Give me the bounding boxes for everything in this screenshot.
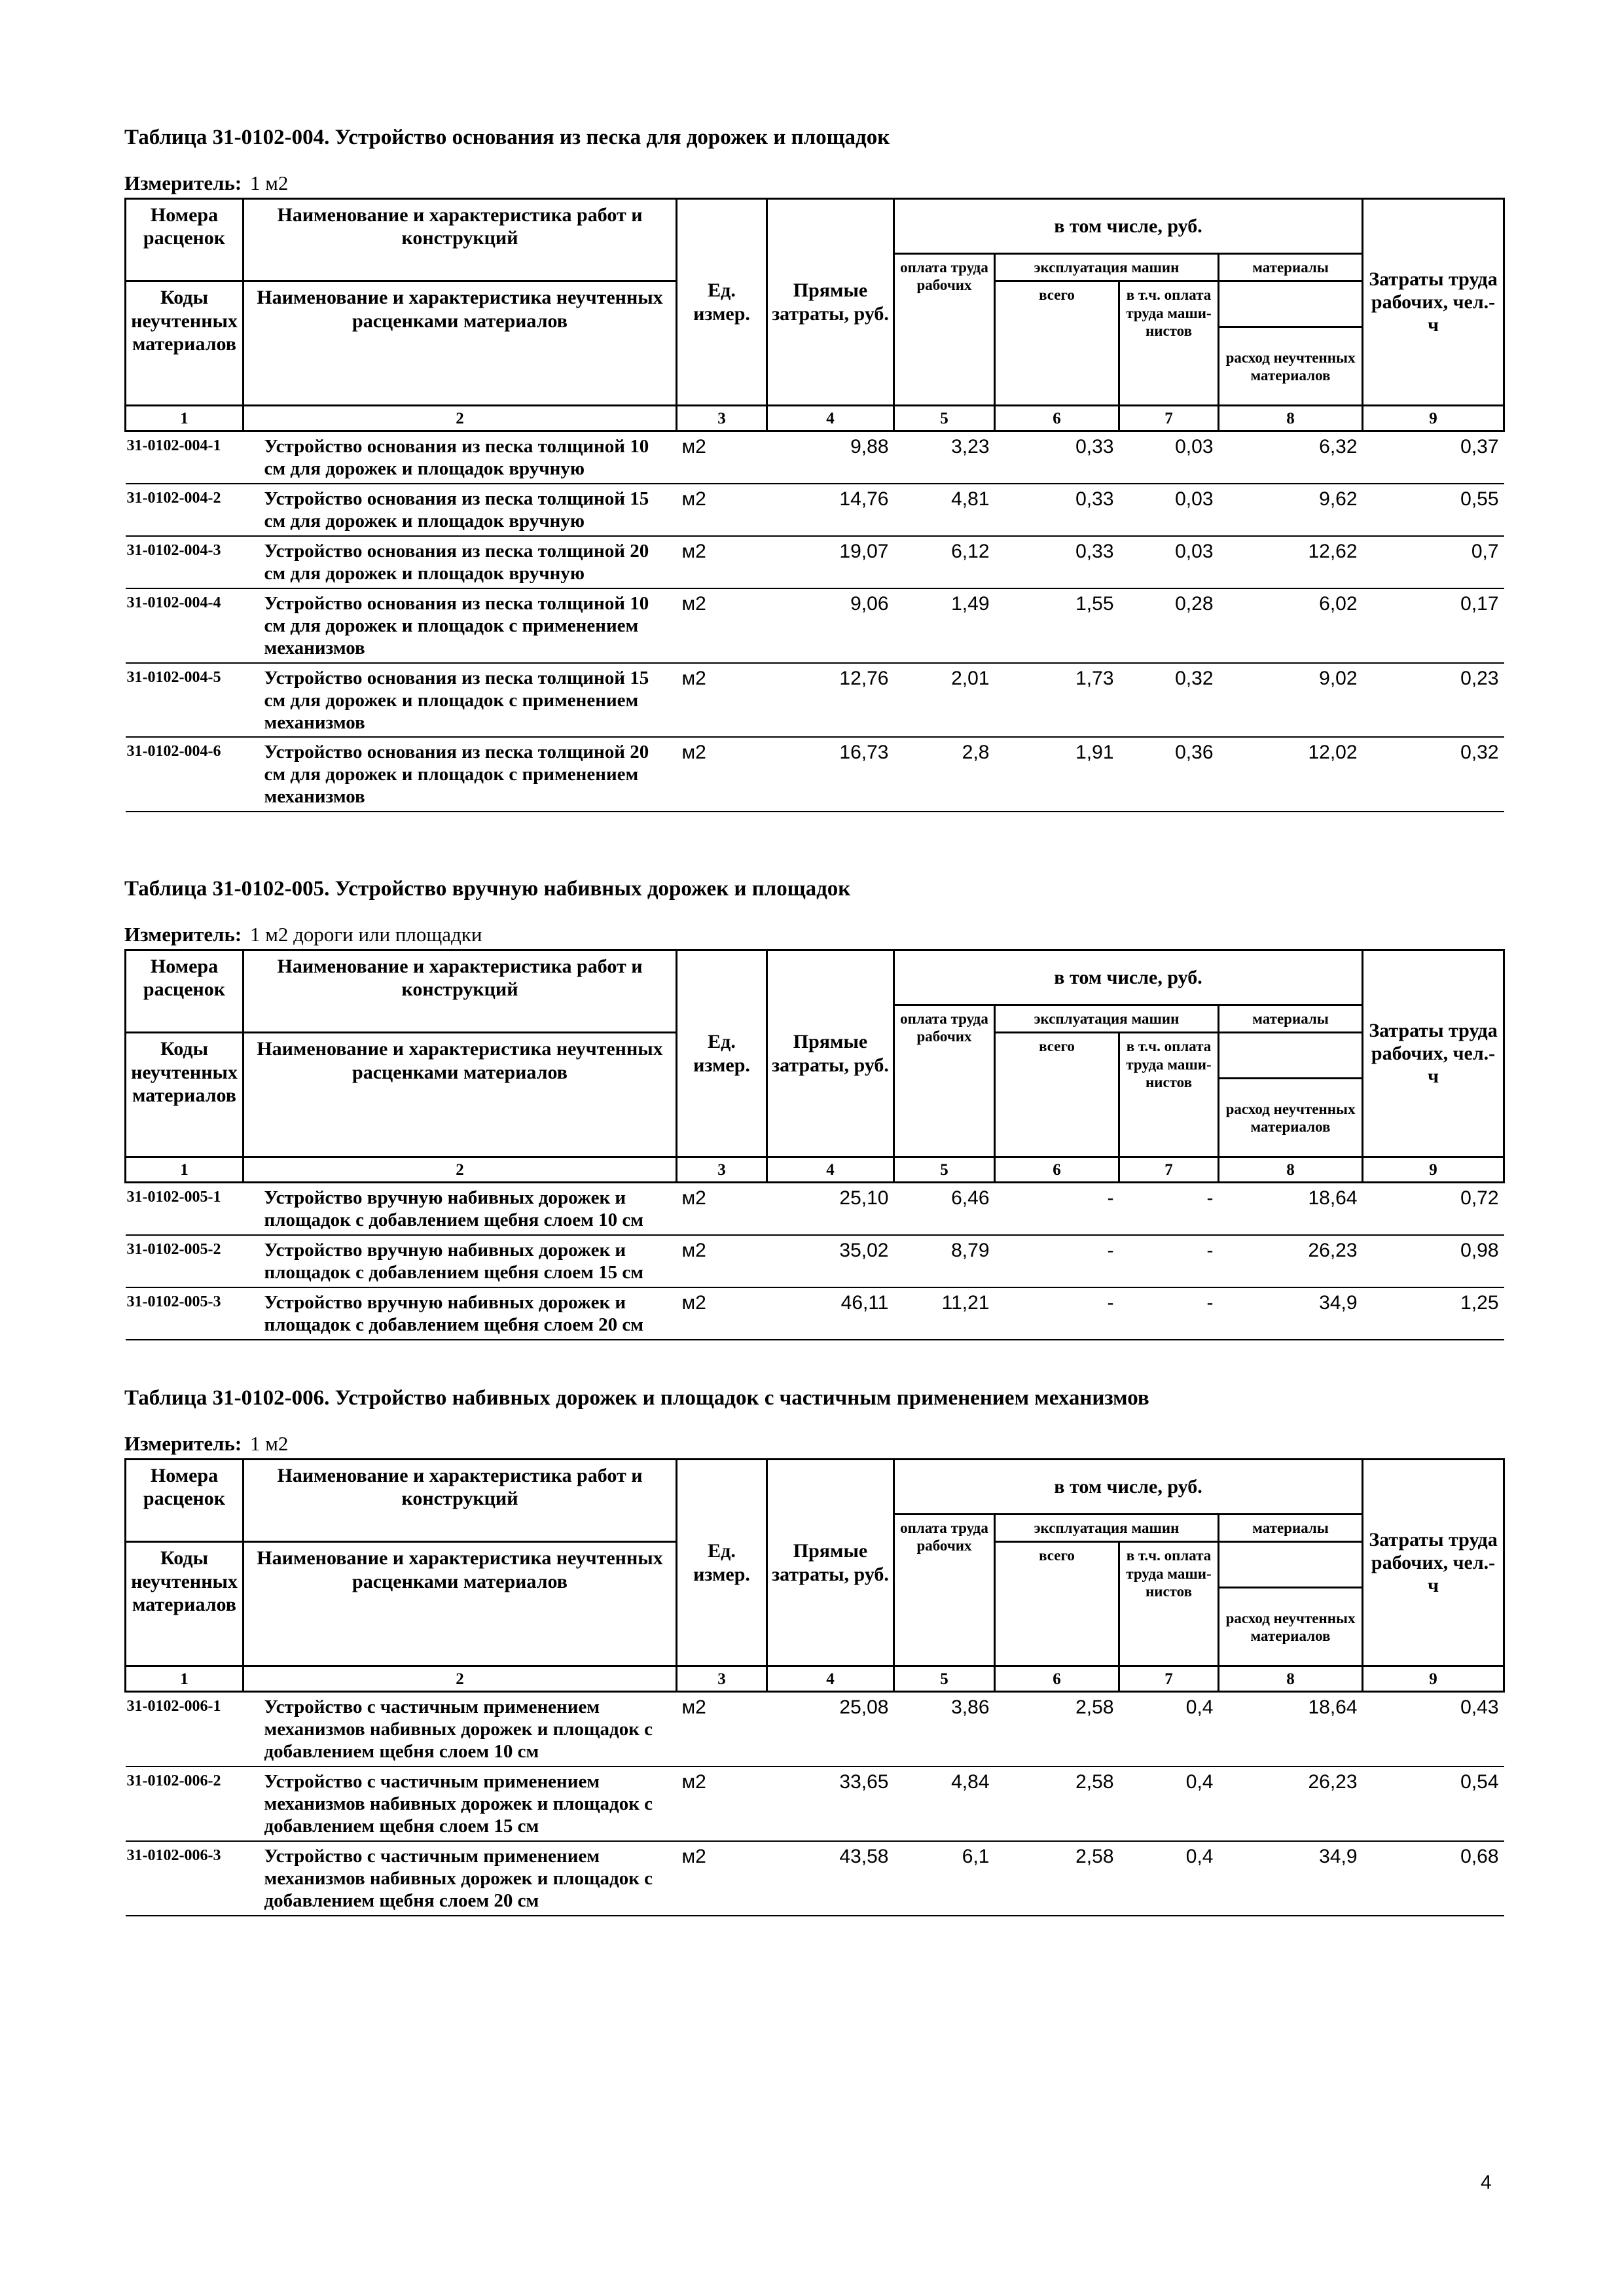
materials-cell: 26,23 — [1219, 1767, 1363, 1841]
work-name: Устройство основания из песка толщиной 20 см для дорожек и площадок вручную — [244, 536, 677, 588]
header-machines: эксплуатация машин — [995, 1005, 1219, 1033]
workers-pay-cell: 6,12 — [894, 536, 995, 588]
workers-pay-cell: 2,01 — [894, 663, 995, 738]
column-number: 5 — [894, 1157, 995, 1183]
labor-cell: 0,72 — [1363, 1183, 1504, 1235]
machines-total-cell: 2,58 — [995, 1692, 1119, 1767]
workers-pay-cell: 3,23 — [894, 431, 995, 484]
header-workers-pay: оплата труда рабочих — [894, 1005, 995, 1157]
column-number: 6 — [995, 1157, 1119, 1183]
measure-value: 1 м2 — [250, 171, 289, 194]
labor-cell: 0,7 — [1363, 536, 1504, 588]
header-materials-usage: расход неучтенных материалов — [1219, 327, 1363, 406]
page-number: 4 — [1481, 2172, 1492, 2193]
unit-cell: м2 — [677, 1287, 767, 1340]
header-machinists-pay: в т.ч. оплата труда маши- нистов — [1119, 1033, 1219, 1157]
header-material-name: Наименование и характеристика неучтенных расценками материалов — [244, 281, 677, 406]
materials-cell: 18,64 — [1219, 1183, 1363, 1235]
table-row — [126, 431, 1504, 484]
work-name: Устройство основания из песка толщиной 20 см для дорожек и площадок с применением механизмов — [244, 737, 677, 812]
measure-line — [124, 923, 482, 946]
rate-code: 31-0102-005-3 — [126, 1287, 244, 1340]
column-number: 6 — [995, 1666, 1119, 1692]
header-direct-costs: Прямые затраты, руб. — [767, 950, 894, 1157]
header-including: в том числе, руб. — [894, 950, 1363, 1005]
rate-code: 31-0102-005-2 — [126, 1235, 244, 1287]
column-number: 8 — [1219, 1157, 1363, 1183]
rate-code: 31-0102-004-5 — [126, 663, 244, 738]
machinists-pay-cell: - — [1119, 1183, 1219, 1235]
header-work-name: Наименование и характеристика работ и конструкций — [244, 950, 677, 1005]
machinists-pay-cell: 0,03 — [1119, 536, 1219, 588]
machines-total-cell: 1,55 — [995, 588, 1119, 663]
measure-label: Измеритель: — [124, 923, 242, 946]
materials-cell: 26,23 — [1219, 1235, 1363, 1287]
header-machines-total: всего — [995, 281, 1119, 406]
materials-cell: 12,62 — [1219, 536, 1363, 588]
header-machinists-pay: в т.ч. оплата труда маши- нистов — [1119, 1542, 1219, 1666]
header-work-name: Наименование и характеристика работ и конструкций — [244, 1460, 677, 1515]
column-number: 1 — [126, 1157, 244, 1183]
column-number: 3 — [677, 1157, 767, 1183]
rate-code: 31-0102-004-6 — [126, 737, 244, 812]
header-machinists-pay: в т.ч. оплата труда маши- нистов — [1119, 281, 1219, 406]
header-direct-costs: Прямые затраты, руб. — [767, 1460, 894, 1666]
workers-pay-cell: 1,49 — [894, 588, 995, 663]
machines-total-cell: - — [995, 1235, 1119, 1287]
rate-code: 31-0102-004-4 — [126, 588, 244, 663]
labor-cell: 0,68 — [1363, 1841, 1504, 1916]
column-number: 2 — [244, 406, 677, 431]
header-labor: Затраты труда рабочих, чел.-ч — [1363, 950, 1504, 1157]
direct-costs-cell: 16,73 — [767, 737, 894, 812]
table-title: Таблица 31-0102-005. Устройство вручную набивных дорожек и площадок — [124, 877, 851, 901]
measure-label: Измеритель: — [124, 171, 242, 194]
machines-total-cell: 0,33 — [995, 431, 1119, 484]
direct-costs-cell: 19,07 — [767, 536, 894, 588]
workers-pay-cell: 8,79 — [894, 1235, 995, 1287]
header-workers-pay: оплата труда рабочих — [894, 254, 995, 406]
labor-cell: 1,25 — [1363, 1287, 1504, 1340]
measure-value: 1 м2 — [250, 1432, 289, 1455]
direct-costs-cell: 14,76 — [767, 484, 894, 536]
column-number: 7 — [1119, 406, 1219, 431]
column-number: 9 — [1363, 406, 1504, 431]
table-row — [126, 1767, 1504, 1841]
header-machines: эксплуатация машин — [995, 254, 1219, 281]
header-material-name: Наименование и характеристика неучтенных расценками материалов — [244, 1542, 677, 1666]
labor-cell: 0,32 — [1363, 737, 1504, 812]
table-row — [126, 484, 1504, 536]
column-number: 4 — [767, 406, 894, 431]
table-row — [126, 663, 1504, 738]
unit-cell: м2 — [677, 1235, 767, 1287]
materials-cell: 9,02 — [1219, 663, 1363, 738]
rate-code: 31-0102-006-2 — [126, 1767, 244, 1841]
header-machines-total: всего — [995, 1033, 1119, 1157]
rate-code: 31-0102-006-3 — [126, 1841, 244, 1916]
work-name: Устройство с частичным применением механизмов набивных дорожек и площадок с добавлением щебня слоем 10 см — [244, 1692, 677, 1767]
norm-table — [124, 1458, 1505, 1916]
norm-table — [124, 949, 1505, 1340]
materials-cell: 6,02 — [1219, 588, 1363, 663]
direct-costs-cell: 35,02 — [767, 1235, 894, 1287]
table-row — [126, 1183, 1504, 1235]
table-row — [126, 737, 1504, 812]
direct-costs-cell: 43,58 — [767, 1841, 894, 1916]
column-number: 3 — [677, 406, 767, 431]
labor-cell: 0,23 — [1363, 663, 1504, 738]
measure-label: Измеритель: — [124, 1432, 242, 1455]
work-name: Устройство с частичным применением механизмов набивных дорожек и площадок с добавлением щебня слоем 15 см — [244, 1767, 677, 1841]
column-number: 7 — [1119, 1666, 1219, 1692]
header-including: в том числе, руб. — [894, 199, 1363, 254]
column-number: 9 — [1363, 1666, 1504, 1692]
machines-total-cell: 0,33 — [995, 536, 1119, 588]
unit-cell: м2 — [677, 1692, 767, 1767]
work-name: Устройство основания из песка толщиной 15 см для дорожек и площадок с применением механизмов — [244, 663, 677, 738]
unit-cell: м2 — [677, 1767, 767, 1841]
norm-table — [124, 198, 1505, 812]
header-labor: Затраты труда рабочих, чел.-ч — [1363, 199, 1504, 406]
unit-cell: м2 — [677, 1841, 767, 1916]
header-material-codes: Коды неучтенных материалов — [126, 281, 244, 406]
header-machines: эксплуатация машин — [995, 1515, 1219, 1542]
work-name: Устройство с частичным применением механизмов набивных дорожек и площадок с добавлением щебня слоем 20 см — [244, 1841, 677, 1916]
table-row — [126, 536, 1504, 588]
machinists-pay-cell: 0,4 — [1119, 1767, 1219, 1841]
work-name: Устройство основания из песка толщиной 10 см для дорожек и площадок вручную — [244, 431, 677, 484]
work-name: Устройство вручную набивных дорожек и площадок с добавлением щебня слоем 20 см — [244, 1287, 677, 1340]
header-unit: Ед. измер. — [677, 950, 767, 1157]
machines-total-cell: 0,33 — [995, 484, 1119, 536]
header-unit: Ед. измер. — [677, 1460, 767, 1666]
direct-costs-cell: 9,88 — [767, 431, 894, 484]
header-rate-numbers: Номера расценок — [126, 199, 244, 254]
rate-code: 31-0102-004-2 — [126, 484, 244, 536]
column-number: 8 — [1219, 406, 1363, 431]
column-number: 9 — [1363, 1157, 1504, 1183]
machinists-pay-cell: - — [1119, 1235, 1219, 1287]
column-number: 5 — [894, 406, 995, 431]
table-row — [126, 588, 1504, 663]
machines-total-cell: 2,58 — [995, 1767, 1119, 1841]
workers-pay-cell: 6,1 — [894, 1841, 995, 1916]
workers-pay-cell: 4,81 — [894, 484, 995, 536]
labor-cell: 0,98 — [1363, 1235, 1504, 1287]
machines-total-cell: 1,73 — [995, 663, 1119, 738]
column-number: 1 — [126, 1666, 244, 1692]
unit-cell: м2 — [677, 737, 767, 812]
header-material-name: Наименование и характеристика неучтенных расценками материалов — [244, 1033, 677, 1157]
work-name: Устройство вручную набивных дорожек и площадок с добавлением щебня слоем 15 см — [244, 1235, 677, 1287]
labor-cell: 0,43 — [1363, 1692, 1504, 1767]
header-work-name: Наименование и характеристика работ и конструкций — [244, 199, 677, 254]
header-material-codes: Коды неучтенных материалов — [126, 1033, 244, 1157]
direct-costs-cell: 9,06 — [767, 588, 894, 663]
materials-cell: 34,9 — [1219, 1287, 1363, 1340]
rate-code: 31-0102-004-1 — [126, 431, 244, 484]
direct-costs-cell: 46,11 — [767, 1287, 894, 1340]
labor-cell: 0,37 — [1363, 431, 1504, 484]
column-number: 3 — [677, 1666, 767, 1692]
machinists-pay-cell: 0,28 — [1119, 588, 1219, 663]
unit-cell: м2 — [677, 588, 767, 663]
labor-cell: 0,55 — [1363, 484, 1504, 536]
table-title: Таблица 31-0102-006. Устройство набивных дорожек и площадок с частичным применением механизмов — [124, 1386, 1149, 1410]
column-number: 6 — [995, 406, 1119, 431]
unit-cell: м2 — [677, 663, 767, 738]
direct-costs-cell: 25,10 — [767, 1183, 894, 1235]
unit-cell: м2 — [677, 1183, 767, 1235]
header-direct-costs: Прямые затраты, руб. — [767, 199, 894, 406]
workers-pay-cell: 2,8 — [894, 737, 995, 812]
machinists-pay-cell: 0,03 — [1119, 431, 1219, 484]
table-row — [126, 1692, 1504, 1767]
machinists-pay-cell: 0,03 — [1119, 484, 1219, 536]
measure-value: 1 м2 дороги или площадки — [250, 923, 482, 946]
work-name: Устройство основания из песка толщиной 15 см для дорожек и площадок вручную — [244, 484, 677, 536]
unit-cell: м2 — [677, 484, 767, 536]
table-title: Таблица 31-0102-004. Устройство основания из песка для дорожек и площадок — [124, 126, 890, 149]
labor-cell: 0,17 — [1363, 588, 1504, 663]
table-row — [126, 1841, 1504, 1916]
workers-pay-cell: 4,84 — [894, 1767, 995, 1841]
workers-pay-cell: 11,21 — [894, 1287, 995, 1340]
header-material-codes: Коды неучтенных материалов — [126, 1542, 244, 1666]
column-number: 4 — [767, 1666, 894, 1692]
header-unit: Ед. измер. — [677, 199, 767, 406]
machinists-pay-cell: 0,32 — [1119, 663, 1219, 738]
column-number: 7 — [1119, 1157, 1219, 1183]
header-machines-total: всего — [995, 1542, 1119, 1666]
rate-code: 31-0102-006-1 — [126, 1692, 244, 1767]
header-rate-numbers: Номера расценок — [126, 1460, 244, 1515]
machinists-pay-cell: 0,4 — [1119, 1841, 1219, 1916]
materials-cell: 9,62 — [1219, 484, 1363, 536]
header-labor: Затраты труда рабочих, чел.-ч — [1363, 1460, 1504, 1666]
column-number: 5 — [894, 1666, 995, 1692]
machines-total-cell: - — [995, 1287, 1119, 1340]
column-number: 8 — [1219, 1666, 1363, 1692]
machinists-pay-cell: 0,4 — [1119, 1692, 1219, 1767]
machines-total-cell: - — [995, 1183, 1119, 1235]
header-materials-usage: расход неучтенных материалов — [1219, 1588, 1363, 1666]
rate-code: 31-0102-004-3 — [126, 536, 244, 588]
header-materials: материалы — [1219, 1005, 1363, 1033]
direct-costs-cell: 12,76 — [767, 663, 894, 738]
header-rate-numbers: Номера расценок — [126, 950, 244, 1005]
materials-cell: 18,64 — [1219, 1692, 1363, 1767]
machines-total-cell: 2,58 — [995, 1841, 1119, 1916]
machines-total-cell: 1,91 — [995, 737, 1119, 812]
header-workers-pay: оплата труда рабочих — [894, 1515, 995, 1666]
column-number: 4 — [767, 1157, 894, 1183]
materials-cell: 12,02 — [1219, 737, 1363, 812]
workers-pay-cell: 3,86 — [894, 1692, 995, 1767]
column-number: 2 — [244, 1666, 677, 1692]
work-name: Устройство вручную набивных дорожек и площадок с добавлением щебня слоем 10 см — [244, 1183, 677, 1235]
direct-costs-cell: 33,65 — [767, 1767, 894, 1841]
work-name: Устройство основания из песка толщиной 10 см для дорожек и площадок с применением механизмов — [244, 588, 677, 663]
measure-line — [124, 1432, 288, 1456]
table-row — [126, 1235, 1504, 1287]
machinists-pay-cell: - — [1119, 1287, 1219, 1340]
labor-cell: 0,54 — [1363, 1767, 1504, 1841]
machinists-pay-cell: 0,36 — [1119, 737, 1219, 812]
rate-code: 31-0102-005-1 — [126, 1183, 244, 1235]
unit-cell: м2 — [677, 536, 767, 588]
column-number: 1 — [126, 406, 244, 431]
header-materials: материалы — [1219, 254, 1363, 281]
materials-cell: 6,32 — [1219, 431, 1363, 484]
column-number: 2 — [244, 1157, 677, 1183]
unit-cell: м2 — [677, 431, 767, 484]
measure-line — [124, 171, 288, 195]
workers-pay-cell: 6,46 — [894, 1183, 995, 1235]
direct-costs-cell: 25,08 — [767, 1692, 894, 1767]
header-including: в том числе, руб. — [894, 1460, 1363, 1515]
header-materials-usage: расход неучтенных материалов — [1219, 1079, 1363, 1157]
header-materials: материалы — [1219, 1515, 1363, 1542]
materials-cell: 34,9 — [1219, 1841, 1363, 1916]
table-row — [126, 1287, 1504, 1340]
